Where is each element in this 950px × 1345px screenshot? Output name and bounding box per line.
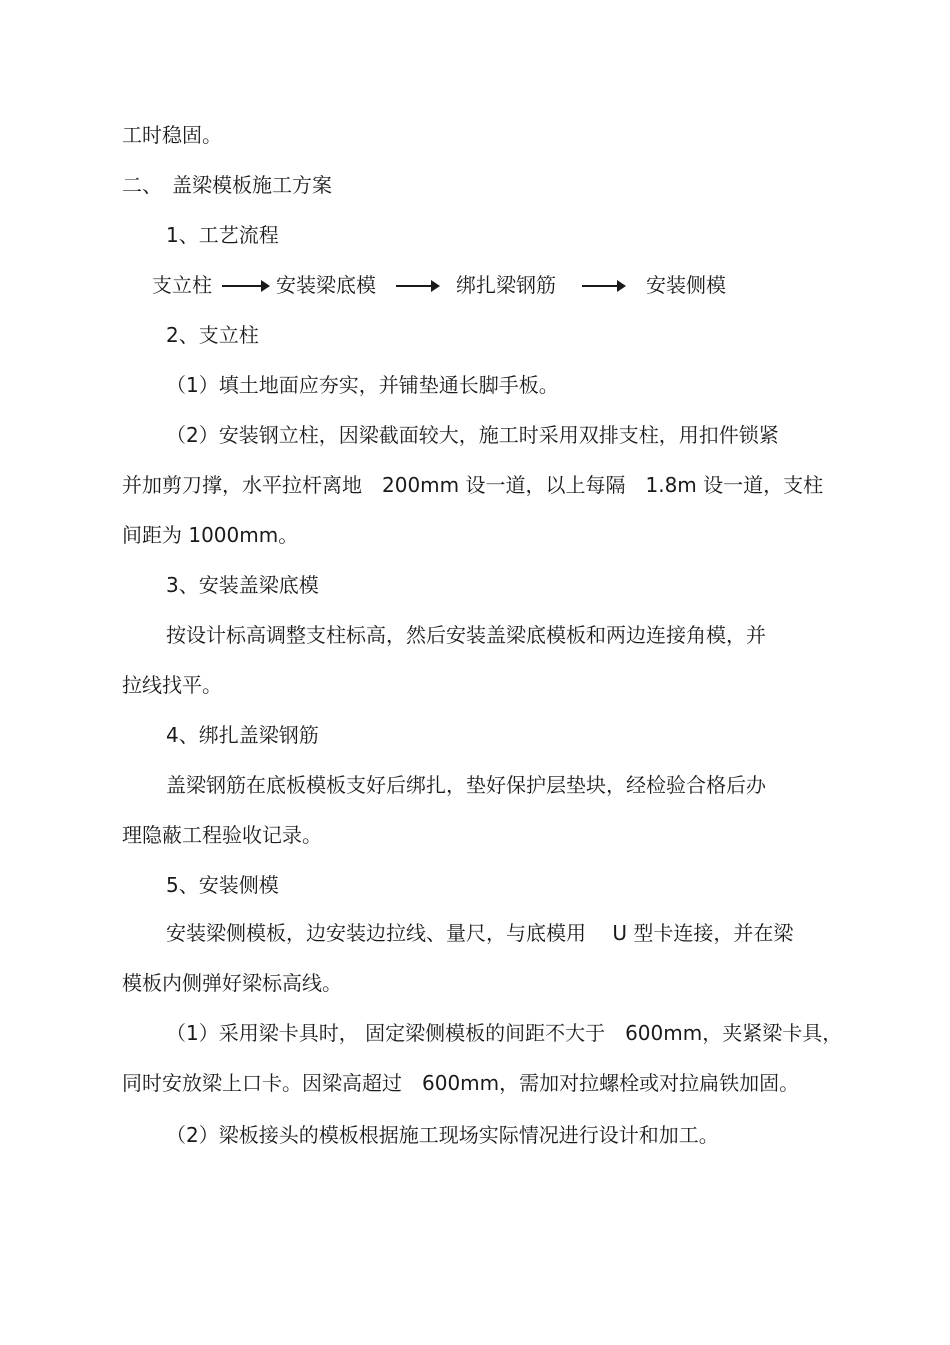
paragraph-line: （2）梁板接头的模板根据施工现场实际情况进行设计和加工。 (166, 1123, 719, 1147)
paragraph-line: 拉线找平。 (122, 673, 222, 697)
flow-arrow-icon (222, 285, 268, 287)
text-line-continuation: 工时稳固。 (122, 123, 222, 147)
paragraph-line: 安装梁侧模板，边安装边拉线、量尺，与底模用 U 型卡连接，并在梁 (166, 921, 794, 945)
paragraph-line: （1）采用梁卡具时， 固定梁侧模板的间距不大于 600mm，夹紧梁卡具， (166, 1021, 843, 1045)
section-heading: 二、 盖梁模板施工方案 (122, 173, 332, 197)
flow-step: 绑扎梁钢筋 (456, 273, 556, 297)
paragraph-line: 盖梁钢筋在底板模板支好后绑扎，垫好保护层垫块，经检验合格后办 (166, 773, 766, 797)
paragraph-line: 同时安放梁上口卡。因梁高超过 600mm，需加对拉螺栓或对拉扁铁加固。 (122, 1071, 800, 1095)
paragraph-line: 并加剪刀撑，水平拉杆离地 200mm 设一道，以上每隔 1.8m 设一道，支柱 (122, 473, 824, 497)
paragraph-line: （1）填土地面应夯实，并铺垫通长脚手板。 (166, 373, 559, 397)
flow-arrow-icon (396, 285, 438, 287)
paragraph-line: 模板内侧弹好梁标高线。 (122, 971, 342, 995)
paragraph-line: 理隐蔽工程验收记录。 (122, 823, 322, 847)
subsection-heading: 3、安装盖梁底模 (166, 573, 319, 597)
paragraph-line: （2）安装钢立柱，因梁截面较大，施工时采用双排支柱，用扣件锁紧 (166, 423, 779, 447)
paragraph-line: 按设计标高调整支柱标高，然后安装盖梁底模板和两边连接角模，并 (166, 623, 766, 647)
subsection-heading: 2、支立柱 (166, 323, 259, 347)
flow-step: 支立柱 (152, 273, 212, 297)
flow-step: 安装侧模 (646, 273, 726, 297)
flow-step: 安装梁底模 (276, 273, 376, 297)
paragraph-line: 间距为 1000mm。 (122, 523, 299, 547)
subsection-heading: 4、绑扎盖梁钢筋 (166, 723, 319, 747)
flow-arrow-icon (582, 285, 624, 287)
subsection-heading: 5、安装侧模 (166, 873, 279, 897)
subsection-heading: 1、工艺流程 (166, 223, 279, 247)
